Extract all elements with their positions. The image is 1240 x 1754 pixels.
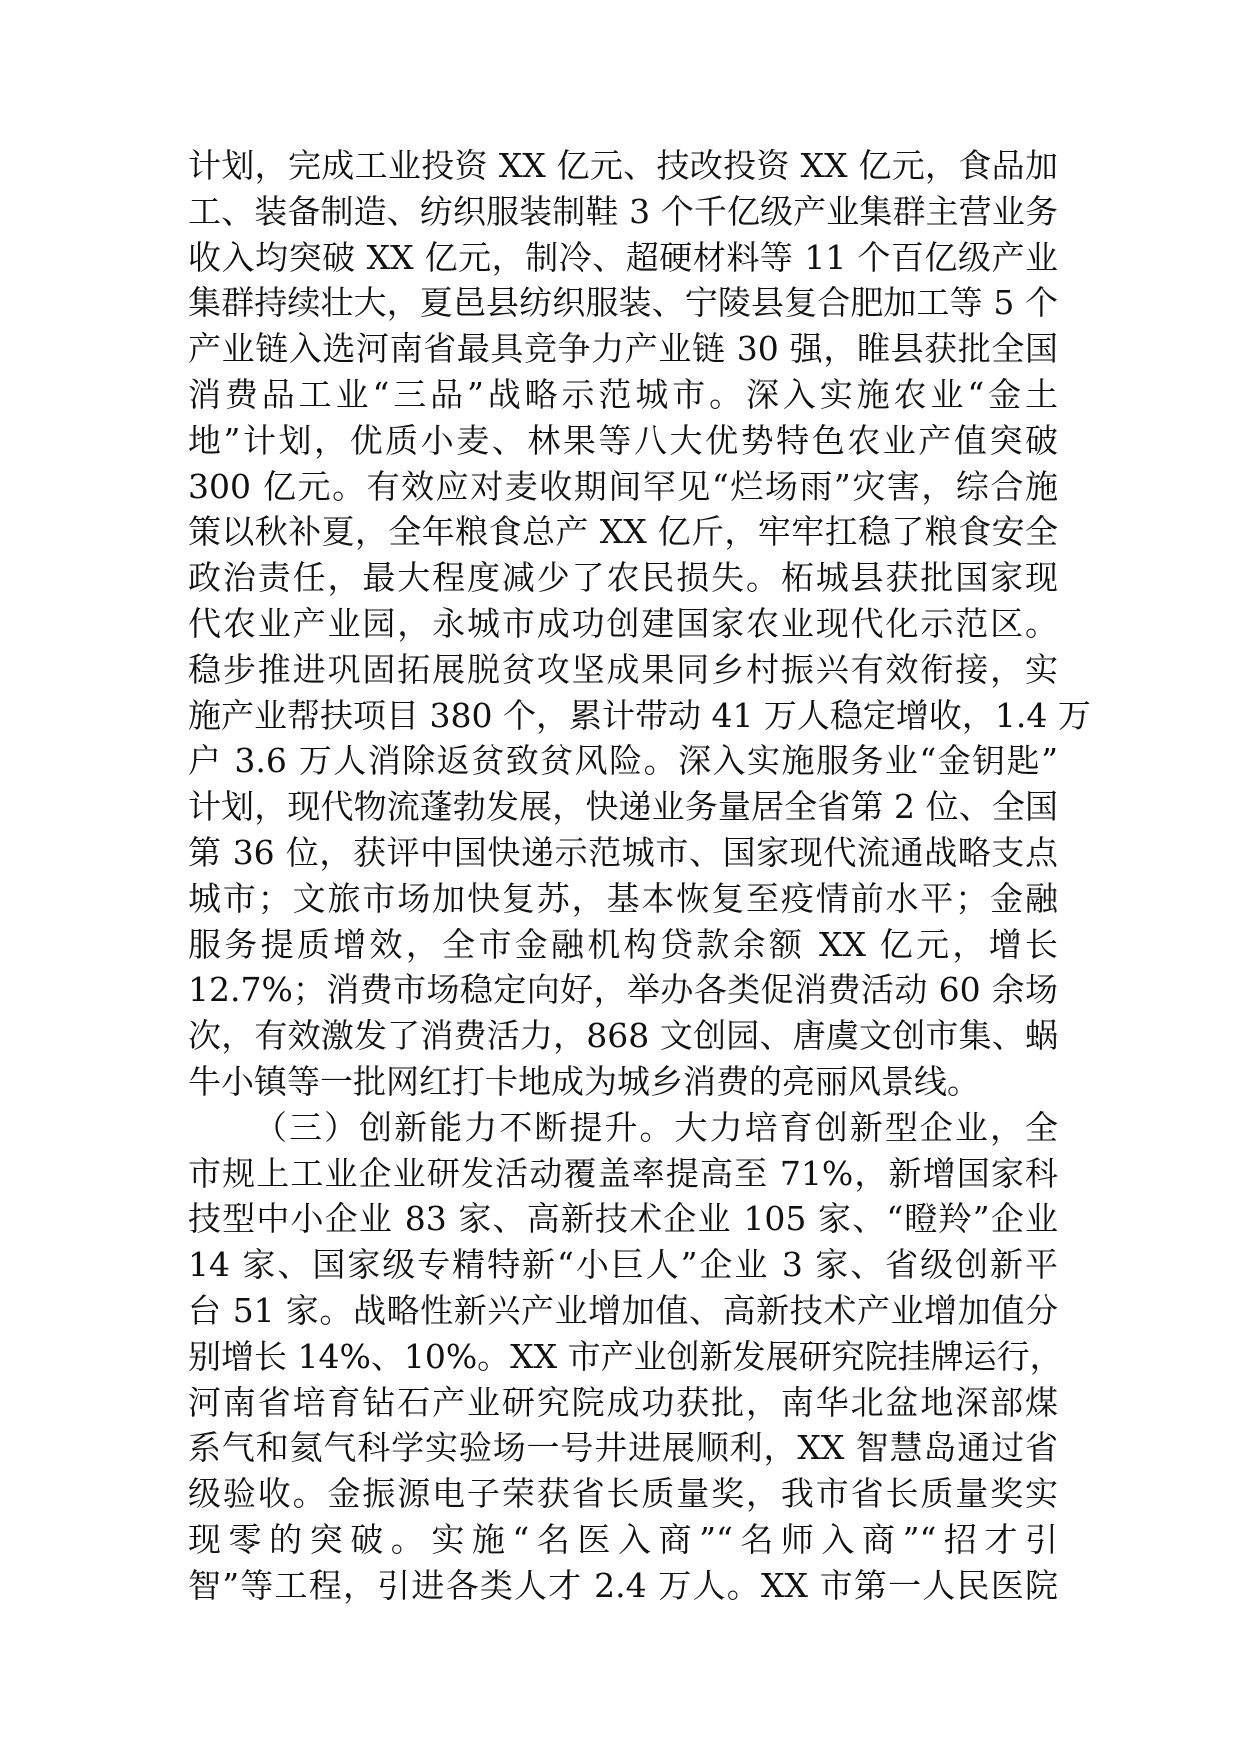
text-line: 12.7%；消费市场稳定向好，举办各类促消费活动 60 余场 xyxy=(188,970,1058,1010)
text-line: 级验收。金振源电子荣获省长质量奖，我市省长质量奖实 xyxy=(188,1474,1058,1514)
text-line: 次，有效激发了消费活力，868 文创园、唐虞文创市集、蜗 xyxy=(188,1016,1058,1056)
text-line: 消费品工业“三品”战略示范城市。深入实施农业“金土 xyxy=(188,374,1058,414)
text-line: 计划，完成工业投资 XX 亿元、技改投资 XX 亿元，食品加 xyxy=(188,146,1058,185)
text-line: 工、装备制造、纺织服装制鞋 3 个千亿级产业集群主营业务 xyxy=(188,191,1058,231)
text-line: 河南省培育钻石产业研究院成功获批，南华北盆地深部煤 xyxy=(188,1382,1058,1422)
text-line: 第 36 位，获评中国快递示范城市、国家现代流通战略支点 xyxy=(188,832,1058,872)
text-line: 300 亿元。有效应对麦收期间罕见“烂场雨”灾害，综合施 xyxy=(188,466,1058,506)
text-line: 策以秋补夏，全年粮食总产 XX 亿斤，牢牢扛稳了粮食安全 xyxy=(188,512,1058,552)
text-line: 技型中小企业 83 家、高新技术企业 105 家、“瞪羚”企业 xyxy=(188,1199,1058,1239)
text-line: 服务提质增效，全市金融机构贷款余额 XX 亿元，增长 xyxy=(188,924,1058,964)
text-line: 智”等工程，引进各类人才 2.4 万人。XX 市第一人民医院 xyxy=(188,1565,1058,1605)
text-line: 地”计划，优质小麦、林果等八大优势特色农业产值突破 xyxy=(188,420,1058,460)
text-line: 施产业帮扶项目 380 个，累计带动 41 万人稳定增收，1.4 万 xyxy=(188,695,1091,735)
document-page xyxy=(188,143,1091,1609)
document-body xyxy=(188,143,1091,1609)
paragraph-p1 xyxy=(188,143,1091,1105)
text-line: 政治责任，最大程度减少了农民损失。柘城县获批国家现 xyxy=(188,558,1058,598)
text-line: 稳步推进巩固拓展脱贫攻坚成果同乡村振兴有效衔接，实 xyxy=(188,649,1058,689)
text-line: 市规上工业企业研发活动覆盖率提高至 71%，新增国家科 xyxy=(188,1153,1058,1193)
text-line: （三）创新能力不断提升。大力培育创新型企业，全 xyxy=(254,1107,1058,1147)
text-line: 牛小镇等一批网红打卡地成为城乡消费的亮丽风景线。 xyxy=(188,1061,980,1101)
text-line: 计划，现代物流蓬勃发展，快递业务量居全省第 2 位、全国 xyxy=(188,787,1058,827)
paragraph-p2 xyxy=(188,1105,1063,1609)
text-line: 收入均突破 XX 亿元，制冷、超硬材料等 11 个百亿级产业 xyxy=(188,237,1058,277)
text-line: 别增长 14%、10%。XX 市产业创新发展研究院挂牌运行， xyxy=(188,1336,1063,1376)
text-line: 现零的突破。实施“名医入商”“名师入商”“招才引 xyxy=(188,1519,1058,1559)
text-line: 代农业产业园，永城市成功创建国家农业现代化示范区。 xyxy=(188,603,1058,643)
text-line: 集群持续壮大，夏邑县纺织服装、宁陵县复合肥加工等 5 个 xyxy=(188,283,1058,323)
text-line: 户 3.6 万人消除返贫致贫风险。深入实施服务业“金钥匙” xyxy=(188,741,1058,781)
text-line: 产业链入选河南省最具竞争力产业链 30 强，睢县获批全国 xyxy=(188,329,1058,369)
text-line: 城市；文旅市场加快复苏，基本恢复至疫情前水平；金融 xyxy=(188,878,1058,918)
text-line: 台 51 家。战略性新兴产业增加值、高新技术产业增加值分 xyxy=(188,1290,1058,1330)
text-line: 系气和氦气科学实验场一号井进展顺利，XX 智慧岛通过省 xyxy=(188,1428,1058,1468)
text-line: 14 家、国家级专精特新“小巨人”企业 3 家、省级创新平 xyxy=(188,1245,1058,1285)
